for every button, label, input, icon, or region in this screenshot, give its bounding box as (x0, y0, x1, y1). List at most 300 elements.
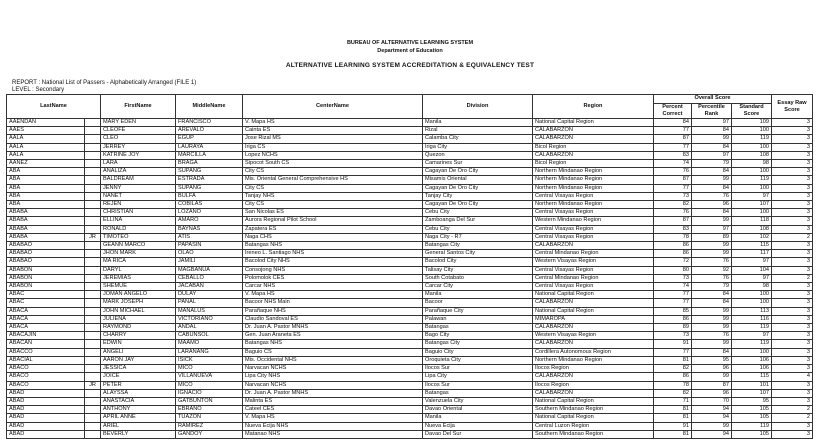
cell-standard-score: 117 (732, 250, 772, 258)
cell-essay-raw-score: 3 (772, 299, 813, 307)
table-row (7, 274, 813, 282)
col-header-percentile-rank: Percentile Rank (692, 104, 732, 119)
cell-percentile-rank: 99 (692, 250, 732, 258)
cell-firstname: BEVERLY (101, 430, 176, 438)
cell-division: Baguio City (423, 348, 533, 356)
cell-percentile-rank: 95 (692, 356, 732, 364)
cell-middlename: BULFA (176, 192, 243, 200)
cell-suffix: JR (85, 233, 101, 241)
cell-middlename: RAMIREZ (176, 422, 243, 430)
cell-percent-correct: 76 (654, 209, 692, 217)
cell-percent-correct: 89 (654, 324, 692, 332)
cell-suffix (85, 356, 101, 364)
cell-lastname: ABAC (7, 299, 85, 307)
cell-middlename: DULAY (176, 291, 243, 299)
cell-lastname: ABACIAL (7, 356, 85, 364)
cell-centername: Iriga CS (243, 143, 423, 151)
cell-standard-score: 98 (732, 160, 772, 168)
cell-lastname: AALA (7, 151, 85, 159)
cell-firstname: SHEMUE (101, 283, 176, 291)
cell-suffix (85, 168, 101, 176)
cell-division: Davao Del Sur (423, 430, 533, 438)
cell-middlename: CEBALLO (176, 274, 243, 282)
cell-firstname: JENNY (101, 184, 176, 192)
col-header-division: Division (423, 95, 533, 119)
cell-percent-correct: 73 (654, 192, 692, 200)
cell-division: Batangas (423, 389, 533, 397)
cell-lastname: ABACCO (7, 348, 85, 356)
cell-essay-raw-score: 3 (772, 242, 813, 250)
cell-percent-correct: 74 (654, 160, 692, 168)
cell-essay-raw-score: 3 (772, 397, 813, 405)
cell-centername: Claudio Sandoval ES (243, 315, 423, 323)
cell-centername: City CS (243, 168, 423, 176)
cell-percentile-rank: 97 (692, 151, 732, 159)
col-header-centername: CenterName (243, 95, 423, 119)
cell-percent-correct: 86 (654, 250, 692, 258)
cell-lastname: ABAD (7, 430, 85, 438)
cell-suffix (85, 324, 101, 332)
cell-division: Batangas City (423, 340, 533, 348)
cell-lastname: AALA (7, 135, 85, 143)
cell-firstname: CHARRY (101, 332, 176, 340)
cell-essay-raw-score: 2 (772, 406, 813, 414)
cell-centername: Carcar NHS (243, 283, 423, 291)
cell-middlename: PANAL (176, 299, 243, 307)
cell-firstname: ANALIZA (101, 168, 176, 176)
cell-region: Western Mindanao Region (533, 217, 654, 225)
table-row (7, 430, 813, 438)
cell-essay-raw-score: 2 (772, 274, 813, 282)
cell-suffix (85, 422, 101, 430)
cell-percent-correct: 83 (654, 151, 692, 159)
cell-region: Northern Mindanao Region (533, 168, 654, 176)
cell-firstname: MARY EDEN (101, 119, 176, 127)
cell-division: General Santos City (423, 250, 533, 258)
cell-firstname: APRIL ANNE (101, 414, 176, 422)
table-row (7, 283, 813, 291)
cell-centername: Polomolok CES (243, 274, 423, 282)
table-row (7, 340, 813, 348)
cell-percentile-rank: 94 (692, 406, 732, 414)
cell-firstname: MA RICA (101, 258, 176, 266)
cell-standard-score: 97 (732, 274, 772, 282)
cell-region: Central Mindanao Region (533, 274, 654, 282)
cell-lastname: ABAD (7, 422, 85, 430)
cell-percentile-rank: 97 (692, 225, 732, 233)
cell-centername: Cateel CES (243, 406, 423, 414)
cell-suffix (85, 430, 101, 438)
cell-percentile-rank: 97 (692, 119, 732, 127)
cell-percentile-rank: 84 (692, 209, 732, 217)
cell-standard-score: 100 (732, 348, 772, 356)
cell-lastname: ABACA (7, 324, 85, 332)
cell-middlename: LAURAYA (176, 143, 243, 151)
cell-suffix (85, 242, 101, 250)
table-row (7, 168, 813, 176)
document-title: ALTERNATIVE LEARNING SYSTEM ACCREDITATION & EQUIVALENCY TEST (285, 62, 535, 69)
cell-essay-raw-score: 4 (772, 373, 813, 381)
cell-percentile-rank: 76 (692, 192, 732, 200)
table-row (7, 143, 813, 151)
cell-percent-correct: 86 (654, 373, 692, 381)
cell-lastname: ABACO (7, 373, 85, 381)
col-header-standard-score: Standard Score (732, 104, 772, 119)
cell-region: Central Visayas Region (533, 283, 654, 291)
cell-centername: Ireneo L. Santiago NHS (243, 250, 423, 258)
cell-suffix (85, 258, 101, 266)
cell-region: National Capital Region (533, 414, 654, 422)
cell-percentile-rank: 96 (692, 365, 732, 373)
cell-standard-score: 108 (732, 151, 772, 159)
cell-centername: Dr. Juan A. Pastor MNHS (243, 324, 423, 332)
cell-firstname: PETER (101, 381, 176, 389)
cell-lastname: ABABA (7, 233, 85, 241)
cell-percentile-rank: 96 (692, 389, 732, 397)
cell-firstname: ANGELI (101, 348, 176, 356)
cell-centername: Consojong NHS (243, 266, 423, 274)
cell-suffix (85, 176, 101, 184)
cell-percentile-rank: 84 (692, 184, 732, 192)
cell-firstname: ARIEL (101, 422, 176, 430)
cell-centername: Nueva Ecija NHS (243, 422, 423, 430)
cell-division: Quezon (423, 151, 533, 159)
cell-percentile-rank: 99 (692, 307, 732, 315)
cell-lastname: ABABON (7, 274, 85, 282)
cell-region: Bicol Region (533, 160, 654, 168)
cell-lastname: ABA (7, 176, 85, 184)
cell-centername: Cainta ES (243, 127, 423, 135)
cell-lastname: ABACAJIN (7, 332, 85, 340)
table-row (7, 242, 813, 250)
cell-percent-correct: 86 (654, 315, 692, 323)
cell-firstname: JERREY (101, 143, 176, 151)
cell-middlename: JAMILI (176, 258, 243, 266)
cell-centername: San Nicolas ES (243, 209, 423, 217)
cell-lastname: ABAD (7, 397, 85, 405)
cell-percentile-rank: 76 (692, 258, 732, 266)
cell-essay-raw-score: 3 (772, 332, 813, 340)
cell-lastname: AAENDAN (7, 119, 85, 127)
cell-suffix (85, 340, 101, 348)
cell-standard-score: 97 (732, 192, 772, 200)
cell-firstname: JEREMIAS (101, 274, 176, 282)
cell-standard-score: 100 (732, 299, 772, 307)
cell-percentile-rank: 99 (692, 242, 732, 250)
cell-essay-raw-score: 3 (772, 258, 813, 266)
cell-percentile-rank: 79 (692, 160, 732, 168)
table-row (7, 192, 813, 200)
cell-middlename: BAYNAS (176, 225, 243, 233)
table-row (7, 381, 813, 389)
cell-division: Calamba City (423, 135, 533, 143)
cell-lastname: ABA (7, 192, 85, 200)
cell-firstname: JOICE (101, 373, 176, 381)
cell-division: Parañaque City (423, 307, 533, 315)
cell-firstname: BALDREAM (101, 176, 176, 184)
cell-essay-raw-score: 3 (772, 143, 813, 151)
cell-lastname: ABABAO (7, 242, 85, 250)
cell-middlename: ESTRADA (176, 176, 243, 184)
cell-lastname: ABABON (7, 283, 85, 291)
table-row (7, 151, 813, 159)
cell-centername: Narvacan NCHS (243, 365, 423, 373)
cell-region: National Capital Region (533, 307, 654, 315)
cell-region: Southern Mindanao Region (533, 406, 654, 414)
cell-middlename: FRANCISCO (176, 119, 243, 127)
cell-percent-correct: 87 (654, 176, 692, 184)
cell-percent-correct: 82 (654, 389, 692, 397)
cell-percentile-rank: 99 (692, 422, 732, 430)
cell-essay-raw-score: 3 (772, 283, 813, 291)
cell-percent-correct: 77 (654, 291, 692, 299)
cell-suffix (85, 397, 101, 405)
cell-centername: Jose Rizal MS (243, 135, 423, 143)
cell-suffix (85, 365, 101, 373)
cell-region: CALABARZON (533, 324, 654, 332)
cell-region: National Capital Region (533, 291, 654, 299)
cell-region: Central Luzon Region (533, 422, 654, 430)
cell-percentile-rank: 99 (692, 135, 732, 143)
cell-standard-score: 107 (732, 389, 772, 397)
cell-essay-raw-score: 3 (772, 135, 813, 143)
cell-division: Tanjay City (423, 192, 533, 200)
cell-middlename: SUPANG (176, 184, 243, 192)
cell-essay-raw-score: 3 (772, 225, 813, 233)
cell-standard-score: 102 (732, 233, 772, 241)
cell-division: Rizal (423, 127, 533, 135)
cell-essay-raw-score: 3 (772, 348, 813, 356)
cell-essay-raw-score: 3 (772, 266, 813, 274)
cell-middlename: MICO (176, 365, 243, 373)
department-heading: Department of Education (377, 48, 443, 54)
cell-percentile-rank: 84 (692, 299, 732, 307)
cell-division: Ilocos Sur (423, 381, 533, 389)
cell-essay-raw-score: 2 (772, 414, 813, 422)
cell-division: Talisay City (423, 266, 533, 274)
cell-standard-score: 100 (732, 184, 772, 192)
cell-region: Central Visayas Region (533, 225, 654, 233)
cell-standard-score: 106 (732, 356, 772, 364)
cell-standard-score: 107 (732, 201, 772, 209)
cell-middlename: MARCILLA (176, 151, 243, 159)
cell-standard-score: 97 (732, 332, 772, 340)
cell-division: Camarines Sur (423, 160, 533, 168)
cell-percent-correct: 77 (654, 348, 692, 356)
cell-firstname: RAYMOND (101, 324, 176, 332)
cell-lastname: ABACAN (7, 340, 85, 348)
passers-table-body (7, 119, 813, 439)
cell-firstname: KATRINE JOY (101, 151, 176, 159)
cell-suffix (85, 127, 101, 135)
cell-centername: Lipa City NHS (243, 373, 423, 381)
cell-essay-raw-score: 3 (772, 127, 813, 135)
cell-lastname: AANEZ (7, 160, 85, 168)
table-row (7, 365, 813, 373)
cell-percent-correct: 87 (654, 135, 692, 143)
cell-essay-raw-score: 3 (772, 184, 813, 192)
cell-region: Northern Mindanao Region (533, 176, 654, 184)
cell-percentile-rank: 99 (692, 340, 732, 348)
col-header-firstname: FirstName (101, 95, 176, 119)
table-row (7, 266, 813, 274)
cell-suffix (85, 406, 101, 414)
cell-division: Valenzuela City (423, 397, 533, 405)
cell-standard-score: 119 (732, 324, 772, 332)
cell-middlename: IGNACIO (176, 389, 243, 397)
cell-middlename: TUAZON (176, 414, 243, 422)
cell-centername: Mis. Occidental NHS (243, 356, 423, 364)
cell-division: Misamis Oriental (423, 176, 533, 184)
cell-firstname: JOHN MICHAEL (101, 307, 176, 315)
cell-essay-raw-score: 3 (772, 192, 813, 200)
cell-essay-raw-score: 3 (772, 151, 813, 159)
cell-middlename: OLAO (176, 250, 243, 258)
cell-standard-score: 100 (732, 168, 772, 176)
cell-lastname: ABAD (7, 414, 85, 422)
cell-percent-correct: 81 (654, 406, 692, 414)
cell-division: Cagayan De Oro City (423, 201, 533, 209)
cell-firstname: JESSICA (101, 365, 176, 373)
table-row (7, 176, 813, 184)
cell-suffix (85, 299, 101, 307)
cell-centername: Zapatera ES (243, 225, 423, 233)
table-row (7, 299, 813, 307)
cell-firstname: EDWIN (101, 340, 176, 348)
cell-percent-correct: 87 (654, 217, 692, 225)
cell-suffix (85, 250, 101, 258)
cell-region: CALABARZON (533, 373, 654, 381)
cell-suffix (85, 160, 101, 168)
cell-suffix (85, 225, 101, 233)
cell-lastname: ABAD (7, 389, 85, 397)
cell-percent-correct: 85 (654, 307, 692, 315)
cell-suffix (85, 209, 101, 217)
cell-region: CALABARZON (533, 242, 654, 250)
cell-percent-correct: 83 (654, 225, 692, 233)
cell-lastname: ABA (7, 168, 85, 176)
cell-percent-correct: 78 (654, 233, 692, 241)
cell-essay-raw-score: 3 (772, 356, 813, 364)
cell-percentile-rank: 96 (692, 201, 732, 209)
cell-region: CALABARZON (533, 151, 654, 159)
cell-region: National Capital Region (533, 397, 654, 405)
cell-firstname: ANASTACIA (101, 397, 176, 405)
cell-middlename: VICTORIANO (176, 315, 243, 323)
cell-percent-correct: 81 (654, 414, 692, 422)
cell-suffix (85, 151, 101, 159)
cell-firstname: CLEOFE (101, 127, 176, 135)
cell-percent-correct: 77 (654, 143, 692, 151)
cell-essay-raw-score: 3 (772, 217, 813, 225)
cell-essay-raw-score: 3 (772, 381, 813, 389)
cell-division: Iriga City (423, 143, 533, 151)
cell-essay-raw-score: 3 (772, 422, 813, 430)
cell-percent-correct: 81 (654, 430, 692, 438)
cell-firstname: CHRISTIAN (101, 209, 176, 217)
cell-percent-correct: 77 (654, 184, 692, 192)
cell-middlename: PAPASIN (176, 242, 243, 250)
cell-middlename: MANALUS (176, 307, 243, 315)
cell-percent-correct: 73 (654, 332, 692, 340)
table-row (7, 160, 813, 168)
cell-centername: Bacoor NHS Main (243, 299, 423, 307)
cell-percentile-rank: 94 (692, 430, 732, 438)
cell-firstname: LARA (101, 160, 176, 168)
cell-percentile-rank: 84 (692, 168, 732, 176)
cell-essay-raw-score: 3 (772, 201, 813, 209)
cell-region: Central Visayas Region (533, 209, 654, 217)
cell-essay-raw-score: 3 (772, 315, 813, 323)
cell-percent-correct: 81 (654, 356, 692, 364)
table-row (7, 373, 813, 381)
cell-essay-raw-score: 3 (772, 324, 813, 332)
cell-standard-score: 105 (732, 430, 772, 438)
table-row (7, 258, 813, 266)
cell-percentile-rank: 99 (692, 324, 732, 332)
cell-suffix (85, 217, 101, 225)
table-row (7, 348, 813, 356)
report-label: REPORT : National List of Passers - Alphabetically Arranged (FILE 1) (12, 80, 197, 86)
col-header-middlename: MiddleName (176, 95, 243, 119)
cell-essay-raw-score: 3 (772, 250, 813, 258)
cell-division: Manila (423, 414, 533, 422)
cell-centername: Gen. Juan Araneta ES (243, 332, 423, 340)
cell-suffix (85, 274, 101, 282)
cell-percent-correct: 80 (654, 266, 692, 274)
cell-division: Carcar City (423, 283, 533, 291)
cell-suffix (85, 389, 101, 397)
cell-centername: City CS (243, 201, 423, 209)
cell-essay-raw-score: 3 (772, 389, 813, 397)
cell-centername: Matanao NHS (243, 430, 423, 438)
level-label: LEVEL : Secondary (12, 87, 65, 93)
cell-percent-correct: 82 (654, 365, 692, 373)
cell-standard-score: 116 (732, 315, 772, 323)
cell-firstname: NANET (101, 192, 176, 200)
cell-centername: Batangas NHS (243, 242, 423, 250)
cell-standard-score: 100 (732, 143, 772, 151)
cell-region: Central Visayas Region (533, 266, 654, 274)
cell-division: Manila (423, 119, 533, 127)
col-header-essay-raw-score: Essay Raw Score (772, 95, 813, 119)
col-header-region: Region (533, 95, 654, 119)
cell-percent-correct: 91 (654, 340, 692, 348)
cell-suffix (85, 119, 101, 127)
cell-centername: Narvacan NCHS (243, 381, 423, 389)
cell-region: MIMAROPA (533, 315, 654, 323)
cell-centername: Parañaque NHS (243, 307, 423, 315)
table-row (7, 389, 813, 397)
cell-region: Southern Mindanao Region (533, 430, 654, 438)
table-row (7, 184, 813, 192)
cell-percentile-rank: 94 (692, 414, 732, 422)
cell-lastname: ABABON (7, 266, 85, 274)
cell-division: Batangas (423, 324, 533, 332)
cell-standard-score: 119 (732, 340, 772, 348)
cell-standard-score: 95 (732, 397, 772, 405)
cell-region: Bicol Region (533, 143, 654, 151)
cell-middlename: GATBUNTON (176, 397, 243, 405)
cell-percentile-rank: 84 (692, 127, 732, 135)
cell-lastname: ABACO (7, 365, 85, 373)
cell-standard-score: 100 (732, 127, 772, 135)
cell-suffix (85, 266, 101, 274)
cell-region: Northern Mindanao Region (533, 201, 654, 209)
table-row (7, 356, 813, 364)
table-row (7, 414, 813, 422)
cell-lastname: ABAC (7, 291, 85, 299)
